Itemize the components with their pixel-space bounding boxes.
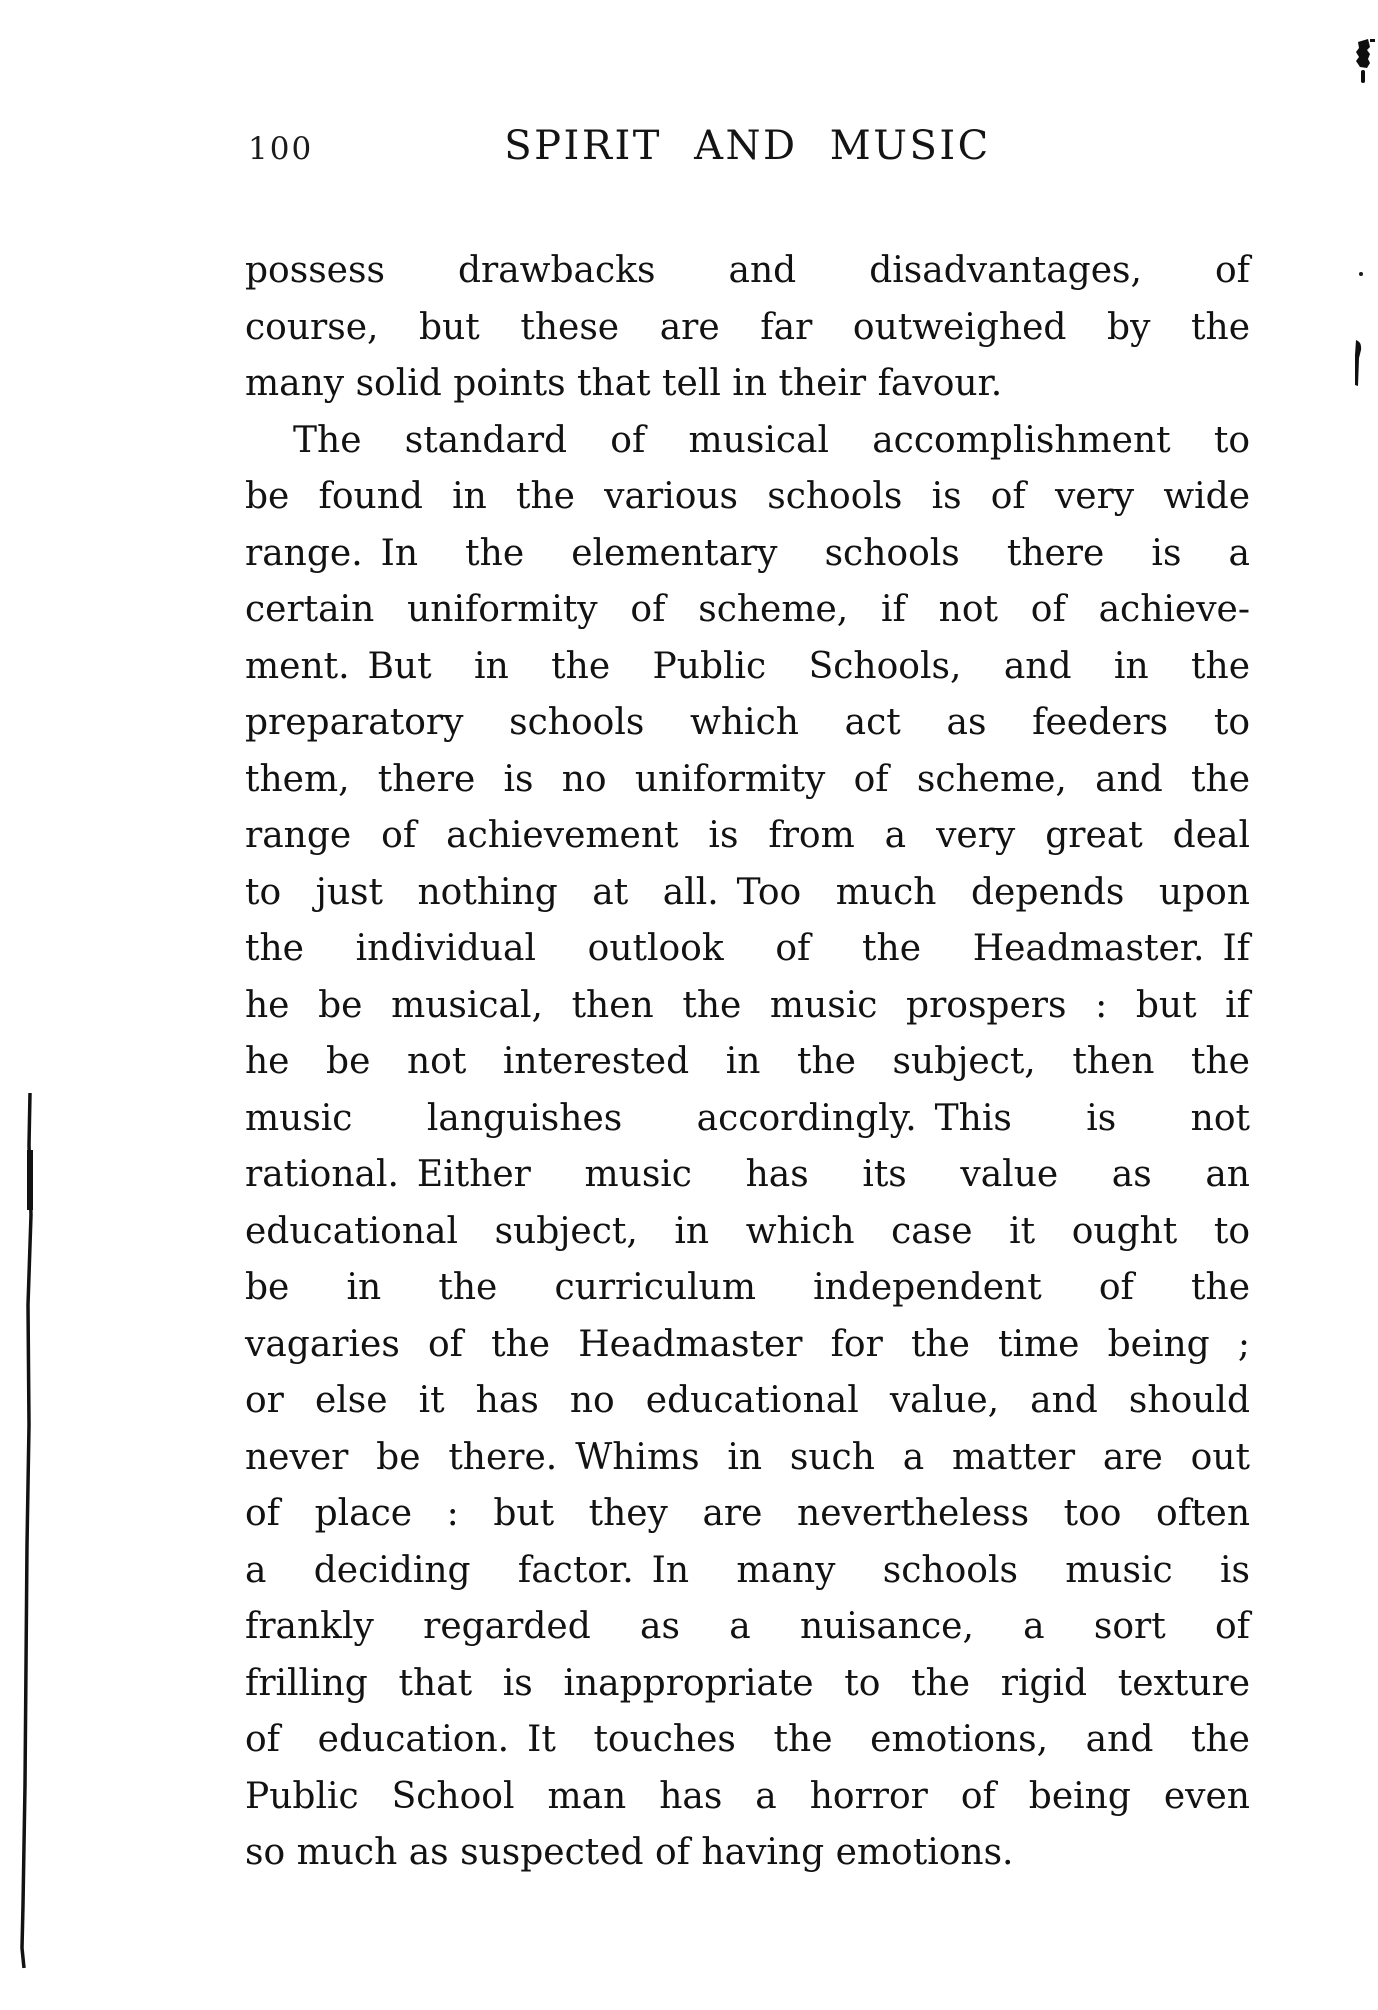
ink-dot-artifact [1359, 272, 1363, 276]
text-line: vagaries of the Headmaster for the time being ; [245, 1323, 1250, 1365]
text-line: he be musical, then the music prospers : but if [245, 984, 1250, 1026]
text-line: of place : but they are nevertheless too often [245, 1493, 1250, 1534]
margin-stroke-artifact [1355, 340, 1361, 386]
text-line: the individual outlook of the Headmaster. If [245, 928, 1250, 969]
gutter-line-thick-artifact [27, 1150, 33, 1210]
text-line: educational subject, in which case it ought to [245, 1210, 1250, 1252]
text-line: certain uniformity of scheme, if not of achieve- [245, 589, 1250, 630]
text-line: rational. Either music has its value as an [245, 1154, 1250, 1195]
text-line: Public School man has a horror of being even [245, 1775, 1250, 1817]
text-block [245, 243, 1250, 1882]
ink-spot-artifact [1361, 70, 1365, 83]
text-line: music languishes accordingly. This is not [245, 1097, 1250, 1139]
text-line: possess drawbacks and disadvantages, of [245, 250, 1250, 291]
text-line: ment. But in the Public Schools, and in the [245, 645, 1250, 687]
text-line: a deciding factor. In many schools music is [245, 1549, 1250, 1591]
text-line: so much as suspected of having emotions. [245, 1832, 1014, 1873]
text-line: range. In the elementary schools there is a [245, 532, 1250, 574]
text-line: frilling that is inappropriate to the rigid texture [245, 1662, 1250, 1704]
running-title: SPIRIT AND MUSIC [504, 123, 991, 169]
page-number: 100 [248, 131, 314, 167]
text-line: to just nothing at all. Too much depends upon [245, 871, 1250, 913]
ink-blotch-artifact [1356, 39, 1370, 68]
text-line: he be not interested in the subject, then the [245, 1041, 1250, 1082]
text-line: be found in the various schools is of very wide [245, 476, 1250, 517]
text-line: never be there. Whims in such a matter are out [245, 1436, 1250, 1478]
text-line: range of achievement is from a very great deal [245, 815, 1250, 856]
text-line: frankly regarded as a nuisance, a sort of [245, 1606, 1250, 1647]
text-line: be in the curriculum independent of the [245, 1267, 1250, 1308]
ink-dash-artifact [1370, 39, 1375, 42]
text-line: them, there is no uniformity of scheme, and the [245, 758, 1250, 800]
text-line: many solid points that tell in their favour. [245, 363, 1003, 404]
text-line: The standard of musical accomplishment to [293, 419, 1250, 461]
text-line: or else it has no educational value, and should [245, 1380, 1250, 1421]
text-line: of education. It touches the emotions, and the [245, 1719, 1250, 1760]
text-line: course, but these are far outweighed by the [245, 306, 1250, 348]
text-line: preparatory schools which act as feeders to [245, 702, 1250, 743]
gutter-line-artifact [22, 1093, 31, 1968]
